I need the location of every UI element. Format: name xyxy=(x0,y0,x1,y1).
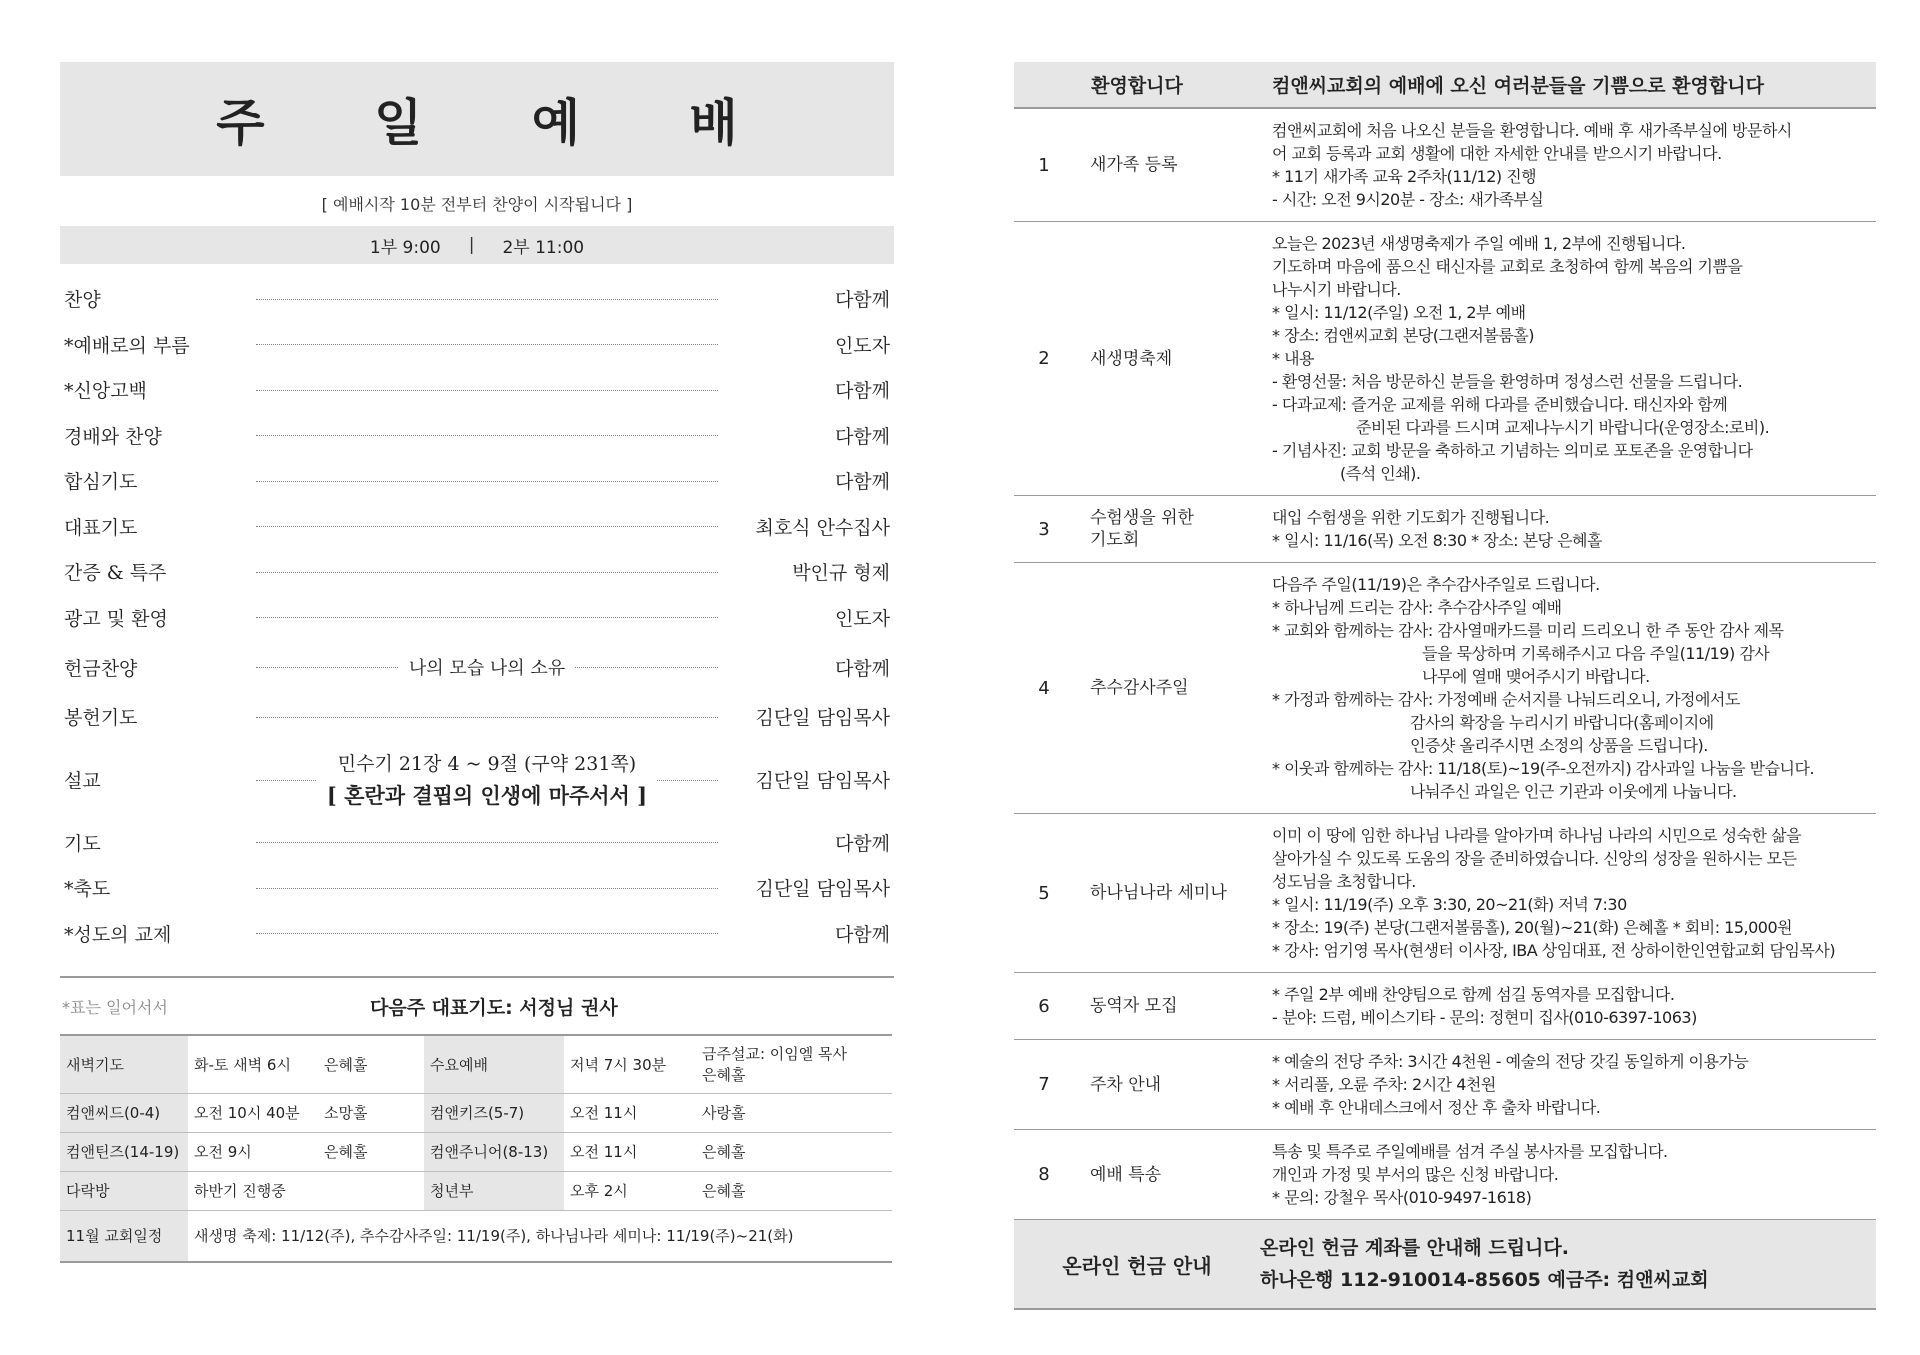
leader-dots xyxy=(256,549,718,595)
schedule-row xyxy=(60,1093,892,1132)
footer-line xyxy=(60,978,894,1034)
announcement-line: 기도하며 마음에 품으신 태신자를 교회로 초청하여 함께 복음의 기쁨을 xyxy=(1272,257,1743,276)
order-row xyxy=(60,911,894,957)
welcome-header-row xyxy=(1014,62,1876,108)
announcement-number: 3 xyxy=(1014,496,1074,563)
announcement-line: 다음주 주일(11/19)은 추수감사주일로 드립니다. xyxy=(1272,575,1600,594)
schedule-cell: 컴앤키즈(5-7) xyxy=(424,1093,564,1132)
order-item-leader: 박인규 형제 xyxy=(792,562,890,585)
order-row xyxy=(60,276,894,322)
order-row xyxy=(60,865,894,911)
announcement-body xyxy=(1260,1130,1876,1220)
announcement-number: 2 xyxy=(1014,222,1074,496)
schedule-cell: 은혜홀 xyxy=(696,1171,892,1210)
online-offering-label: 온라인 헌금 안내 xyxy=(1014,1220,1260,1310)
schedule-cell: 새벽기도 xyxy=(60,1035,188,1093)
announcement-line: - 분야: 드럼, 베이스기타 - 문의: 정현미 집사(010-6397-1063) xyxy=(1272,1008,1697,1027)
announcement-line: * 11기 새가족 교육 2주차(11/12) 진행 xyxy=(1272,167,1537,186)
leader-dots xyxy=(256,694,718,740)
order-item-leader: 최호식 안수집사 xyxy=(755,516,890,539)
order-item-leader: 인도자 xyxy=(834,334,890,357)
announcement-line: 컴앤씨교회에 처음 나오신 분들을 환영합니다. 예배 후 새가족부실에 방문하시 xyxy=(1272,121,1792,140)
announcement-number: 8 xyxy=(1014,1130,1074,1220)
announcements-table xyxy=(1014,62,1876,1310)
order-item-name: *축도 xyxy=(64,878,111,901)
announcement-title: 하나님나라 세미나 xyxy=(1074,814,1260,973)
announcement-line: * 일시: 11/19(주) 오후 3:30, 20~21(화) 저녁 7:30 xyxy=(1272,895,1627,914)
first-service-time: 1부 9:00 xyxy=(369,237,441,258)
order-item-leader: 김단일 담임목사 xyxy=(755,707,890,730)
service-times xyxy=(60,226,894,264)
monthly-schedule-row xyxy=(60,1210,892,1262)
order-item-name: 광고 및 환영 xyxy=(64,607,168,630)
sermon-label: 설교 xyxy=(64,770,101,792)
order-item-name: 봉헌기도 xyxy=(64,707,138,730)
order-row xyxy=(60,367,894,413)
bank-account-line: 하나은행 112-910014-85605 예금주: 컴앤씨교회 xyxy=(1260,1269,1709,1291)
leader-dots xyxy=(256,367,718,413)
order-row xyxy=(60,458,894,504)
leader-dots xyxy=(256,322,718,368)
announcement-line: * 예배 후 안내데스크에서 정산 후 출차 바랍니다. xyxy=(1272,1098,1601,1117)
next-week-prayer: 다음주 대표기도: 서정님 권사 xyxy=(370,996,618,1019)
page-title: 주 일 예 배 xyxy=(216,93,784,152)
announcement-title: 수험생을 위한 기도회 xyxy=(1074,496,1260,563)
announcement-line: 성도님을 초청합니다. xyxy=(1272,872,1416,891)
announcement-row xyxy=(1014,222,1876,496)
schedule-cell: 사랑홀 xyxy=(696,1093,892,1132)
schedule-cell: 오전 11시 xyxy=(564,1093,696,1132)
order-row xyxy=(60,549,894,595)
announcement-line: - 시간: 오전 9시20분 - 장소: 새가족부실 xyxy=(1272,190,1544,209)
announcement-line: * 내용 xyxy=(1272,349,1314,368)
order-item-name: 헌금찬양 xyxy=(64,657,138,680)
sermon-row xyxy=(60,740,894,820)
online-offering-line: 온라인 헌금 계좌를 안내해 드립니다. xyxy=(1260,1237,1569,1259)
announcement-title: 추수감사주일 xyxy=(1074,563,1260,814)
announcement-line: * 하나님께 드리는 감사: 추수감사주일 예배 xyxy=(1272,598,1562,617)
schedule-cell: 은혜홀 xyxy=(318,1132,424,1171)
sermon-verse: 민수기 21장 4 ~ 9절 (구약 231쪽) xyxy=(337,752,637,775)
announcement-line: * 장소: 컴앤씨교회 본당(그랜저볼룸홀) xyxy=(1272,326,1534,345)
announcement-row xyxy=(1014,973,1876,1040)
title-banner xyxy=(60,62,894,176)
schedule-row xyxy=(60,1171,892,1210)
announcement-line: 인증샷 올리주시면 소정의 상품을 드립니다). xyxy=(1410,736,1708,755)
announcement-line: * 서리풀, 오륜 주차: 2시간 4천원 xyxy=(1272,1075,1496,1094)
announcement-title: 새생명축제 xyxy=(1074,222,1260,496)
announcement-row xyxy=(1014,814,1876,973)
leader-dots xyxy=(256,413,718,459)
schedule-cell: 하반기 진행중 xyxy=(188,1171,318,1210)
schedule-row xyxy=(60,1035,892,1093)
announcement-line: * 일시: 11/12(주일) 오전 1, 2부 예배 xyxy=(1272,303,1526,322)
announcement-line: * 일시: 11/16(목) 오전 8:30 * 장소: 본당 은혜홀 xyxy=(1272,531,1602,550)
order-item-name: 간증 & 특주 xyxy=(64,562,167,585)
order-item-name: 합심기도 xyxy=(64,471,138,494)
schedule-cell: 다락방 xyxy=(60,1171,188,1210)
order-row xyxy=(60,322,894,368)
order-item-name: 찬양 xyxy=(64,289,101,312)
order-item-name: *신앙고백 xyxy=(64,380,147,403)
order-row xyxy=(60,640,894,694)
announcement-line: 개인과 가정 및 부서의 많은 신청 바랍니다. xyxy=(1272,1165,1559,1184)
second-service-time: 2부 11:00 xyxy=(502,237,585,258)
announcement-line: 감사의 확장을 누리시기 바랍니다(홈페이지에 xyxy=(1410,713,1714,732)
schedule-cell: 은혜홀 xyxy=(696,1132,892,1171)
leader-dots xyxy=(256,911,718,957)
schedule-cell: 수요예배 xyxy=(424,1035,564,1093)
announcement-line: (즉석 인쇄). xyxy=(1340,464,1421,483)
order-item-leader: 다함께 xyxy=(834,425,890,448)
schedule-cell: 소망홀 xyxy=(318,1093,424,1132)
worship-order-page xyxy=(60,62,894,1263)
announcement-body xyxy=(1260,563,1876,814)
sermon-title: [ 혼란과 결핍의 인생에 마주서서 ] xyxy=(326,782,648,808)
announcement-line: 오늘은 2023년 새생명축제가 주일 예배 1, 2부에 진행됩니다. xyxy=(1272,234,1686,253)
order-row xyxy=(60,694,894,740)
announcement-body xyxy=(1260,1040,1876,1130)
order-item-leader: 다함께 xyxy=(834,380,890,403)
order-item-detail: 나의 모습 나의 소유 xyxy=(399,654,575,680)
order-item-leader: 김단일 담임목사 xyxy=(755,878,890,901)
schedule-cell xyxy=(318,1171,424,1210)
times-separator: | xyxy=(468,235,475,255)
announcement-line: 대입 수험생을 위한 기도회가 진행됩니다. xyxy=(1272,508,1550,527)
announcement-row xyxy=(1014,1130,1876,1220)
online-offering-row xyxy=(1014,1220,1876,1310)
schedule-cell: 화-토 새벽 6시 xyxy=(188,1035,318,1093)
schedule-cell: 오전 10시 40분 xyxy=(188,1093,318,1132)
announcement-line: 준비된 다과를 드시며 교제나누시기 바랍니다(운영장소:로비). xyxy=(1356,418,1770,437)
announcement-title: 새가족 등록 xyxy=(1074,108,1260,222)
monthly-text: 새생명 축제: 11/12(주), 추수감사주일: 11/19(주), 하나님나라 세미나: 11/19(주)~21(화) xyxy=(188,1210,892,1262)
schedule-cell: 금주설교: 이임엘 목사 은혜홀 xyxy=(696,1035,892,1093)
order-item-name: 경배와 찬양 xyxy=(64,425,162,448)
announcement-line: 나누시기 바랍니다. xyxy=(1272,280,1401,299)
order-row xyxy=(60,504,894,550)
order-item-leader: 다함께 xyxy=(834,471,890,494)
announcement-row xyxy=(1014,108,1876,222)
announcement-line: 어 교회 등록과 교회 생활에 대한 자세한 안내를 받으시기 바랍니다. xyxy=(1272,144,1722,163)
announcement-line: 특송 및 특주로 주일예배를 섬겨 주실 봉사자를 모집합니다. xyxy=(1272,1142,1668,1161)
leader-dots xyxy=(256,740,718,820)
announcement-body xyxy=(1260,108,1876,222)
announcement-number: 4 xyxy=(1014,563,1074,814)
order-item-name: 기도 xyxy=(64,832,101,855)
announcement-line: * 교회와 함께하는 감사: 감사열매카드를 미리 드리오니 한 주 동안 감사 제목 xyxy=(1272,621,1784,640)
leader-dots xyxy=(256,820,718,866)
announcements-page xyxy=(1014,62,1876,1310)
schedule-cell: 컴앤틴즈(14-19) xyxy=(60,1132,188,1171)
welcome-label: 환영합니다 xyxy=(1014,62,1260,108)
online-offering-info xyxy=(1260,1220,1876,1310)
schedule-cell: 오전 11시 xyxy=(564,1132,696,1171)
order-item-name: 대표기도 xyxy=(64,516,138,539)
announcement-line: 살아가실 수 있도록 도움의 장을 준비하였습니다. 신앙의 성장을 원하시는 모든 xyxy=(1272,849,1797,868)
announcement-line: * 장소: 19(주) 본당(그랜저볼룸홀), 20(월)~21(화) 은혜홀 * 회비: 15,000원 xyxy=(1272,918,1793,937)
start-notice: [ 예배시작 10분 전부터 찬양이 시작됩니다 ] xyxy=(321,195,633,214)
announcement-line: * 주일 2부 예배 찬양팀으로 함께 섬길 동역자를 모집합니다. xyxy=(1272,985,1675,1004)
order-row xyxy=(60,820,894,866)
announcement-body xyxy=(1260,222,1876,496)
announcement-number: 7 xyxy=(1014,1040,1074,1130)
leader-dots xyxy=(256,458,718,504)
announcement-line: * 가정과 함께하는 감사: 가정예배 순서지를 나눠드리오니, 가정에서도 xyxy=(1272,690,1740,709)
order-row xyxy=(60,595,894,641)
announcement-line: 나눠주신 과일은 인근 기관과 이웃에게 나눕니다. xyxy=(1410,782,1737,801)
leader-dots xyxy=(256,640,718,694)
leader-dots xyxy=(256,276,718,322)
announcement-title: 예배 특송 xyxy=(1074,1130,1260,1220)
announcement-line: - 다과교제: 즐거운 교제를 위해 다과를 준비했습니다. 태신자와 함께 xyxy=(1272,395,1728,414)
schedule-cell: 컴앤주니어(8-13) xyxy=(424,1132,564,1171)
announcement-line: * 강사: 엄기영 목사(현생터 이사장, IBA 상임대표, 전 상하이한인연합교회 담임목사) xyxy=(1272,941,1836,960)
announcement-line: - 기념사진: 교회 방문을 축하하고 기념하는 의미로 포토존을 운영합니다 xyxy=(1272,441,1753,460)
welcome-text: 컴앤씨교회의 예배에 오신 여러분들을 기쁨으로 환영합니다 xyxy=(1260,62,1876,108)
announcement-title: 동역자 모집 xyxy=(1074,973,1260,1040)
monthly-label: 11월 교회일정 xyxy=(60,1210,188,1262)
schedule-table xyxy=(60,1034,892,1263)
order-item-leader: 다함께 xyxy=(834,289,890,312)
schedule-cell: 컴앤씨드(0-4) xyxy=(60,1093,188,1132)
leader-dots xyxy=(256,865,718,911)
stand-note: *표는 일어서서 xyxy=(62,997,168,1017)
announcement-line: * 예술의 전당 주차: 3시간 4천원 - 예술의 전당 갓길 동일하게 이용가능 xyxy=(1272,1052,1749,1071)
announcement-line: 이미 이 땅에 임한 하나님 나라를 알아가며 하나님 나라의 시민으로 성숙한 삶을 xyxy=(1272,826,1802,845)
worship-order-list xyxy=(60,276,894,956)
announcement-body xyxy=(1260,973,1876,1040)
sermon-detail xyxy=(317,749,657,811)
announcement-title: 주차 안내 xyxy=(1074,1040,1260,1130)
announcement-number: 6 xyxy=(1014,973,1074,1040)
announcement-body xyxy=(1260,814,1876,973)
announcement-row xyxy=(1014,563,1876,814)
schedule-row xyxy=(60,1132,892,1171)
announcement-line: 나무에 열매 맺어주시기 바랍니다. xyxy=(1422,667,1650,686)
announcement-row xyxy=(1014,496,1876,563)
announcement-line: * 문의: 강철우 목사(010-9497-1618) xyxy=(1272,1188,1532,1207)
order-item-name: *예배로의 부름 xyxy=(64,334,190,357)
schedule-cell: 오전 9시 xyxy=(188,1132,318,1171)
order-item-leader: 다함께 xyxy=(834,832,890,855)
announcement-line: - 환영선물: 처음 방문하신 분들을 환영하며 정성스런 선물을 드립니다. xyxy=(1272,372,1743,391)
announcement-row xyxy=(1014,1040,1876,1130)
schedule-cell: 청년부 xyxy=(424,1171,564,1210)
announcement-line: * 이웃과 함께하는 감사: 11/18(토)~19(주-오전까지) 감사과일 나눔을 받습니다. xyxy=(1272,759,1815,778)
leader-dots xyxy=(256,504,718,550)
order-item-leader: 다함께 xyxy=(834,923,890,946)
leader-dots xyxy=(256,595,718,641)
announcement-number: 5 xyxy=(1014,814,1074,973)
announcement-body xyxy=(1260,496,1876,563)
order-row xyxy=(60,413,894,459)
order-item-leader: 인도자 xyxy=(834,607,890,630)
order-item-name: *성도의 교제 xyxy=(64,923,172,946)
sermon-preacher: 김단일 담임목사 xyxy=(755,770,890,792)
schedule-cell: 저녁 7시 30분 xyxy=(564,1035,696,1093)
announcement-number: 1 xyxy=(1014,108,1074,222)
order-item-leader: 다함께 xyxy=(834,657,890,680)
schedule-cell: 오후 2시 xyxy=(564,1171,696,1210)
announcement-line: 들을 묵상하며 기록해주시고 다음 주일(11/19) 감사 xyxy=(1422,644,1770,663)
schedule-cell: 은혜홀 xyxy=(318,1035,424,1093)
